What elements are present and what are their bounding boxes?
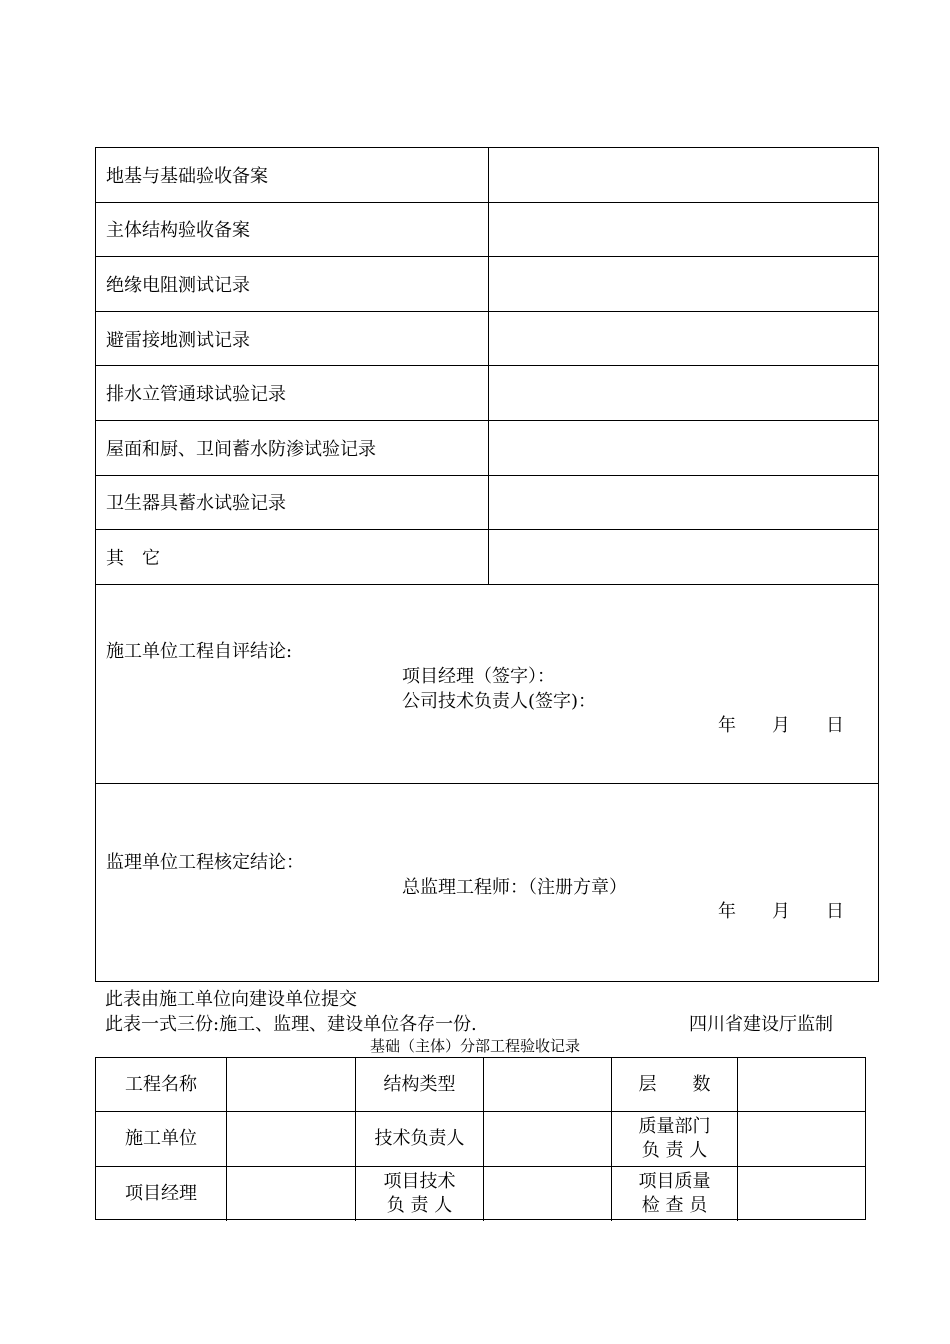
chief-supervisor-signature: 总监理工程师：（注册方章）: [402, 876, 627, 898]
row-label: 地基与基础验收备案: [106, 165, 268, 187]
project-tech-lead-field[interactable]: [483, 1167, 611, 1221]
row-label: 绝缘电阻测试记录: [106, 274, 250, 296]
row-label: 避雷接地测试记录: [106, 329, 250, 351]
quality-inspector-field[interactable]: [737, 1167, 865, 1221]
table-row: [96, 312, 878, 367]
row-value-field[interactable]: [488, 203, 878, 257]
label-line: 检 查 员: [641, 1194, 708, 1216]
table-row: [96, 257, 878, 312]
row-label: 卫生器具蓄水试验记录: [106, 493, 286, 515]
supervision-date: 年 月 日: [718, 900, 844, 922]
table-row: [96, 148, 878, 203]
table-row: [96, 421, 878, 476]
quality-dept-lead-label: [611, 1112, 737, 1165]
supervision-conclusion-title: 监理单位工程核定结论：: [106, 851, 304, 873]
construction-date: 年 月 日: [718, 714, 844, 736]
project-name-field[interactable]: [226, 1058, 355, 1111]
row-value-field[interactable]: [488, 148, 878, 202]
form-title: 基础（主体）分部工程验收记录: [369, 1037, 580, 1055]
table-row: [96, 366, 878, 421]
label-line: 负 责 人: [641, 1139, 708, 1161]
row-value-field[interactable]: [488, 421, 878, 475]
project-manager-label: 项目经理: [125, 1182, 197, 1204]
row-value-field[interactable]: [488, 312, 878, 366]
table-row: [96, 476, 878, 531]
table-row: [96, 1112, 865, 1166]
project-manager-field[interactable]: [226, 1167, 355, 1221]
floors-label: 层 数: [611, 1058, 737, 1111]
supervision-conclusion-block[interactable]: [96, 784, 878, 981]
floors-field[interactable]: [737, 1058, 865, 1111]
row-label: 排水立管通球试验记录: [106, 384, 286, 406]
technical-lead-field[interactable]: [483, 1112, 611, 1165]
project-tech-lead-label: [355, 1167, 483, 1221]
construction-conclusion-title: 施工单位工程自评结论:: [106, 640, 293, 662]
row-label: 主体结构验收备案: [106, 220, 250, 242]
note-submission: 此表由施工单位向建设单位提交: [105, 989, 357, 1010]
row-value-field[interactable]: [488, 257, 878, 311]
quality-dept-lead-field[interactable]: [737, 1112, 865, 1165]
project-name-label: 工程名称: [125, 1073, 197, 1095]
row-label: 屋面和厨、卫间蓄水防渗试验记录: [106, 438, 376, 460]
contractor-label: 施工单位: [125, 1127, 197, 1149]
structure-type-field[interactable]: [483, 1058, 611, 1111]
label-line: 项目质量: [638, 1170, 711, 1192]
label-line: 质量部门: [638, 1115, 711, 1137]
acceptance-record-table: [95, 1057, 866, 1220]
table-row: [96, 203, 878, 258]
table-row: [96, 1167, 865, 1221]
note-copies: 此表一式三份:施工、监理、建设单位各存一份.: [105, 1014, 477, 1035]
row-label: 其 它: [106, 547, 160, 569]
label-line: 项目技术: [383, 1170, 456, 1192]
construction-conclusion-block[interactable]: [96, 585, 878, 784]
row-value-field[interactable]: [488, 366, 878, 420]
row-value-field[interactable]: [488, 530, 878, 584]
technical-lead-label: 技术负责人: [355, 1112, 483, 1165]
attachments-table: [95, 147, 879, 982]
quality-inspector-label: [611, 1167, 737, 1221]
project-manager-signature: 项目经理（签字）：: [402, 665, 555, 687]
issuer-label: 四川省建设厅监制: [689, 1014, 833, 1035]
contractor-field[interactable]: [226, 1112, 355, 1165]
table-row: [96, 530, 878, 585]
tech-lead-signature: 公司技术负责人(签字)：: [402, 690, 597, 712]
table-row: [96, 1058, 865, 1112]
label-line: 负 责 人: [386, 1194, 453, 1216]
structure-type-label: 结构类型: [355, 1058, 483, 1111]
row-value-field[interactable]: [488, 476, 878, 530]
